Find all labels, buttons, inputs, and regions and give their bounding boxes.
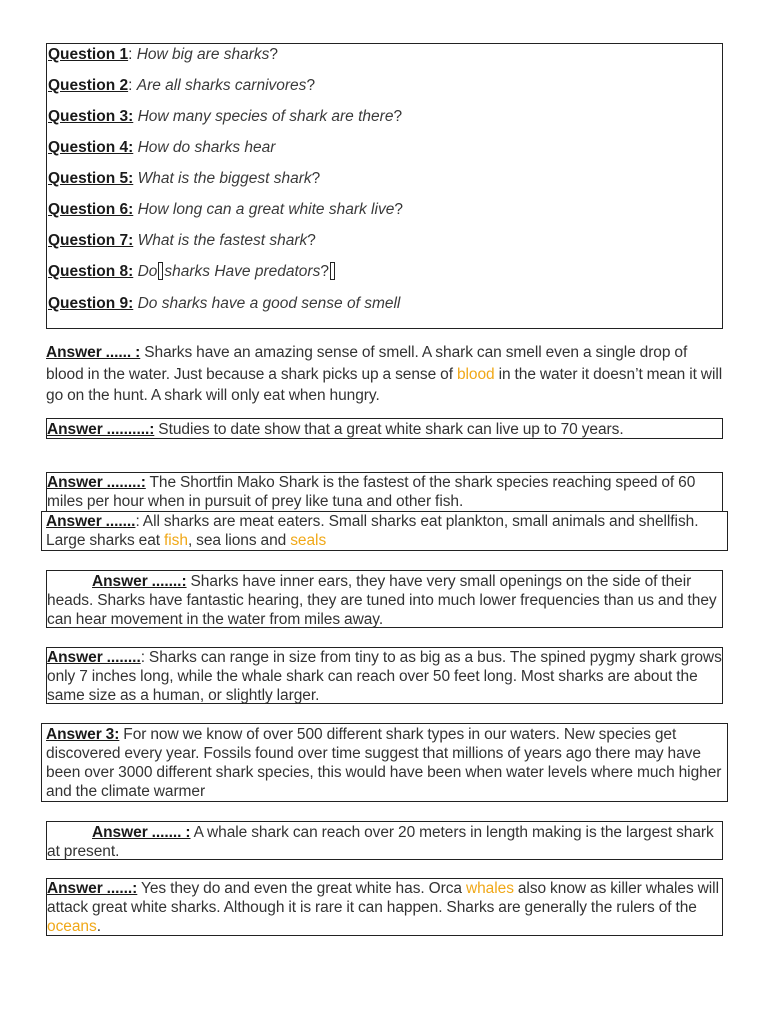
question-4: Question 4: How do sharks hear (48, 139, 276, 156)
text-cursor-marker (158, 262, 163, 280)
answer-biggest: Answer ....... : A whale shark can reach over 20 meters in length making is the largest shark at present. (47, 824, 714, 860)
answer-smell: Answer ...... : Sharks have an amazing sense of smell. A shark can smell even a single drop of blood in the water. Just because a shark picks up a sense of blood in the water it doesn’t mean it will go on the hunt. A shark will only eat when hungry. (46, 344, 723, 404)
questions-box (46, 43, 723, 329)
question-3: Question 3: How many species of shark are there? (48, 108, 403, 125)
question-8: Question 8: Do sharks Have predators? (48, 262, 336, 282)
question-7: Question 7: What is the fastest shark? (48, 232, 316, 249)
question-9: Question 9: Do sharks have a good sense of smell (48, 295, 401, 312)
answer-fastest: Answer ........: The Shortfin Mako Shark is the fastest of the shark species reaching speed of 60 miles per hour when in pursuit of prey like tuna and other fish. (47, 474, 696, 510)
question-1: Question 1: How big are sharks? (48, 46, 279, 63)
text-cursor-marker (330, 262, 335, 280)
answer-size: Answer ........: Sharks can range in size from tiny to as big as a bus. The spined pygmy shark grows only 7 inches long, while the whale shark can reach over 50 feet long. Most sharks are about the same size as a human, or slightly larger. (47, 649, 722, 704)
question-5: Question 5: What is the biggest shark? (48, 170, 321, 187)
question-2: Question 2: Are all sharks carnivores? (48, 77, 316, 94)
answer-predators: Answer ......: Yes they do and even the great white has. Orca whales also know as killer whales will attack great white sharks. Although it is rare it can happen. Sharks are generally the rulers of the oceans. (47, 880, 719, 935)
answer-carnivores: Answer .......: All sharks are meat eaters. Small sharks eat plankton, small animals and shellfish. Large sharks eat fish, sea lions and seals (46, 513, 699, 549)
question-6: Question 6: How long can a great white shark live? (48, 201, 403, 218)
answer-lifespan: Answer ..........: Studies to date show that a great white shark can live up to 70 years. (47, 421, 624, 438)
answer-hearing: Answer .......: Sharks have inner ears, they have very small openings on the side of their heads. Sharks have fantastic hearing, they are tuned into much lower frequencies than us and they can hear movement in the water from miles away. (47, 573, 717, 628)
answer-species: Answer 3: For now we know of over 500 different shark types in our waters. New species get discovered every year. Fossils found over time suggest that millions of years ago there may have been over 3000 different shark species, this would have been when water levels where much higher and the climate warmer (46, 726, 722, 800)
